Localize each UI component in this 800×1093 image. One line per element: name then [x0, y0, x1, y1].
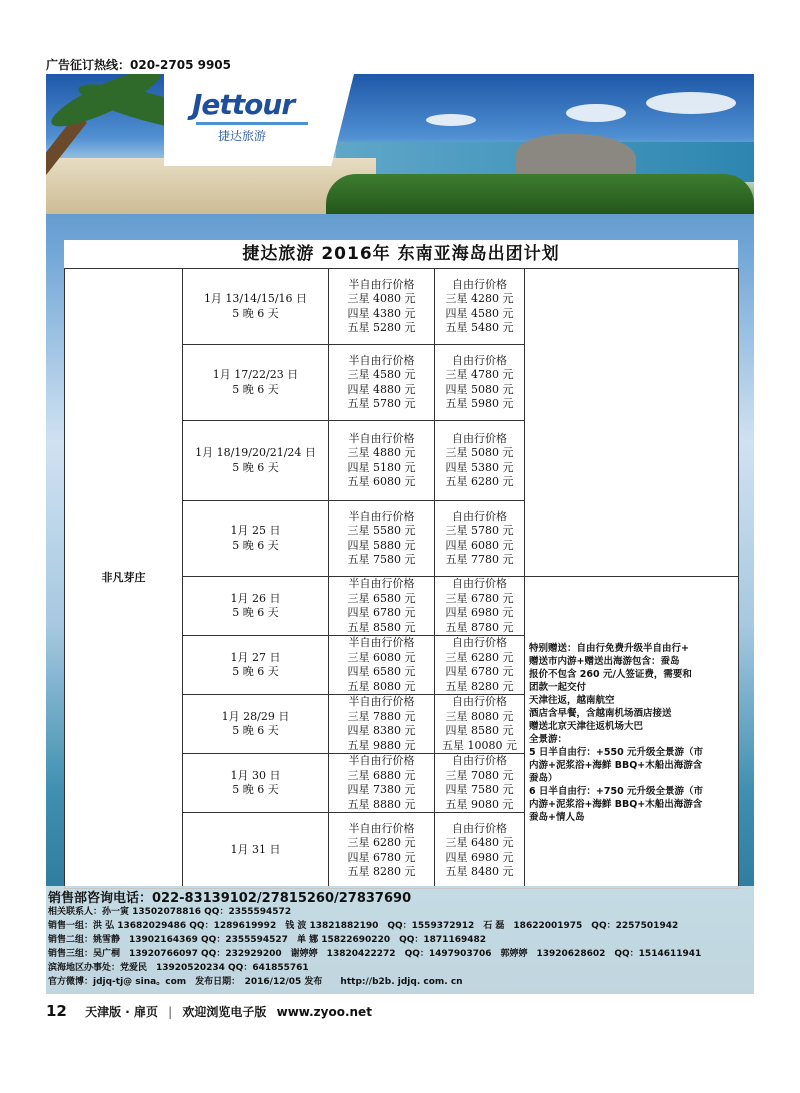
- duration-text: 5 晚 6 天: [232, 724, 279, 737]
- price-line: 三星 7080 元: [445, 768, 514, 782]
- sales-group-2: 销售二组：姚雪静 13902164369 QQ：2355594527 单 娜 15822690220 QQ：1871169482: [48, 935, 487, 945]
- free-price-cell: [435, 636, 525, 695]
- price-header: 自由行价格: [452, 277, 507, 291]
- note-line: 蚕岛）: [529, 772, 558, 784]
- duration-text: 5 晚 6 天: [232, 382, 279, 396]
- jettour-logo: Jettour: [192, 88, 295, 121]
- price-line: 三星 6080 元: [347, 650, 416, 664]
- date-text: 1月 30 日: [230, 768, 281, 782]
- price-line: 三星 5780 元: [445, 524, 514, 537]
- note-line: 内游+泥浆浴+海鲜 BBQ+木船出海游含: [529, 759, 703, 771]
- price-line: 五星 8780 元: [445, 620, 514, 634]
- price-line: 三星 6280 元: [347, 836, 416, 849]
- table-row: [65, 269, 739, 345]
- semi-free-price-cell: [329, 754, 435, 813]
- price-table: [64, 268, 739, 889]
- price-line: 四星 5880 元: [347, 538, 416, 552]
- duration-text: 5 晚 6 天: [232, 783, 279, 796]
- free-price-cell: [435, 421, 525, 501]
- price-header: 自由行价格: [452, 821, 507, 835]
- price-line: 五星 5480 元: [445, 321, 514, 334]
- semi-free-price-cell: [329, 345, 435, 421]
- price-line: 五星 5280 元: [347, 321, 416, 334]
- price-line: 四星 5180 元: [347, 460, 416, 474]
- duration-text: 5 晚 6 天: [232, 306, 279, 320]
- notes-empty-cell: [525, 269, 739, 577]
- price-line: 五星 8580 元: [347, 620, 416, 634]
- free-price-cell: [435, 695, 525, 754]
- price-line: 三星 6780 元: [445, 591, 514, 605]
- price-line: 三星 7880 元: [347, 709, 416, 723]
- price-line: 三星 6580 元: [347, 591, 416, 605]
- price-line: 四星 6980 元: [445, 606, 514, 619]
- duration-text: 5 晚 6 天: [232, 460, 279, 474]
- date-text: 1月 13/14/15/16 日: [203, 292, 308, 305]
- semi-free-price-cell: [329, 501, 435, 577]
- departure-date: [183, 577, 329, 636]
- price-header: 半自由行价格: [348, 636, 415, 649]
- price-line: 四星 6780 元: [445, 665, 514, 678]
- price-line: 五星 6080 元: [347, 475, 416, 488]
- note-line: 赠送北京天津往返机场大巴: [529, 720, 644, 732]
- note-line: 赠送市内游+赠送出海游包含：蚕岛: [529, 655, 680, 667]
- date-text: 1月 18/19/20/21/24 日: [195, 446, 316, 459]
- price-line: 五星 8280 元: [445, 679, 514, 693]
- price-line: 四星 6080 元: [445, 538, 514, 552]
- tour-plan-panel: [64, 240, 738, 886]
- footer-url[interactable]: www.zyoo.net: [276, 1005, 372, 1019]
- price-header: 半自由行价格: [348, 754, 415, 767]
- price-header: 自由行价格: [452, 509, 507, 523]
- price-line: 三星 6280 元: [445, 650, 514, 664]
- price-header: 自由行价格: [452, 695, 507, 708]
- price-line: 四星 5380 元: [445, 460, 514, 474]
- sales-contacts: [46, 886, 754, 994]
- sales-hotline: 销售部咨询电话：022-83139102/27815260/27837690: [48, 891, 412, 906]
- departure-date: [183, 345, 329, 421]
- edition-label: 天津版 · 扉页: [85, 1005, 158, 1019]
- price-line: 五星 9080 元: [445, 797, 514, 811]
- note-line: 报价不包含 260 元/人签证费，需要和: [529, 668, 692, 680]
- price-line: 四星 7580 元: [445, 783, 514, 796]
- sales-group-1: 销售一组：洪 弘 13682029486 QQ：1289619992 钱 波 13821882190 QQ：1559372912 石 磊 18622001975 QQ：2257501942: [48, 921, 679, 931]
- ad-hotline: 广告征订热线：020-2705 9905: [46, 58, 232, 72]
- price-line: 四星 6580 元: [347, 665, 416, 678]
- price-line: 三星 4780 元: [445, 368, 514, 381]
- departure-date: [183, 813, 329, 889]
- price-line: 五星 9880 元: [347, 738, 416, 752]
- date-text: 1月 27 日: [230, 650, 281, 664]
- departure-date: [183, 421, 329, 501]
- price-line: 四星 8580 元: [445, 724, 514, 737]
- price-header: 自由行价格: [452, 577, 507, 590]
- date-text: 1月 25 日: [230, 524, 281, 537]
- note-line: 天津往返，越南航空: [529, 694, 615, 706]
- hotel-name: 非凡芽庄: [65, 269, 183, 889]
- price-line: 五星 8480 元: [445, 865, 514, 878]
- departure-date: [183, 695, 329, 754]
- price-line: 三星 6880 元: [347, 768, 416, 782]
- price-line: 五星 8880 元: [347, 797, 416, 811]
- price-line: 五星 6280 元: [445, 475, 514, 488]
- price-line: 三星 4580 元: [347, 368, 416, 381]
- price-line: 四星 6780 元: [347, 850, 416, 864]
- page-number: 12: [46, 1002, 67, 1020]
- departure-date: [183, 636, 329, 695]
- price-line: 五星 7580 元: [347, 553, 416, 566]
- note-line: 特别赠送：自由行免费升级半自由行+: [529, 642, 689, 654]
- price-line: 四星 7380 元: [347, 783, 416, 796]
- price-header: 自由行价格: [452, 353, 507, 367]
- free-price-cell: [435, 813, 525, 889]
- price-line: 四星 5080 元: [445, 382, 514, 396]
- price-header: 半自由行价格: [348, 431, 415, 445]
- sales-group-3: 销售三组：吴广桐 13920766097 QQ：232929200 谢婷婷 13820422272 QQ：1497903706 郭婷婷 13920628602 QQ：1514611941: [48, 949, 702, 959]
- price-line: 五星 10080 元: [442, 738, 517, 752]
- free-price-cell: [435, 577, 525, 636]
- note-line: 6 日半自由行：+750 元升级全景游（市: [529, 785, 704, 797]
- price-line: 三星 5580 元: [347, 524, 416, 537]
- price-line: 四星 6780 元: [347, 606, 416, 619]
- price-line: 三星 4280 元: [445, 292, 514, 305]
- footer-tagline: 欢迎浏览电子版: [182, 1005, 267, 1019]
- special-offer-notes: [525, 577, 739, 889]
- price-line: 四星 4880 元: [347, 382, 416, 396]
- price-line: 三星 8080 元: [445, 709, 514, 723]
- departure-date: [183, 501, 329, 577]
- price-header: 自由行价格: [452, 431, 507, 445]
- official-weibo: 官方微博：jdjq-tj@ sina。com 发布日期： 2016/12/05 发布 http://b2b. jdjq. com. cn: [48, 977, 463, 987]
- price-header: 自由行价格: [452, 754, 507, 767]
- free-price-cell: [435, 345, 525, 421]
- price-line: 五星 8280 元: [347, 865, 416, 878]
- price-line: 三星 5080 元: [445, 446, 514, 459]
- page-title: 捷达旅游 2016年 东南亚海岛出团计划: [242, 244, 560, 264]
- semi-free-price-cell: [329, 813, 435, 889]
- free-price-cell: [435, 501, 525, 577]
- free-price-cell: [435, 754, 525, 813]
- binhai-office: 滨海地区办事处：党爱民 13920520234 QQ：641855761: [48, 963, 309, 973]
- date-text: 1月 26 日: [230, 591, 281, 605]
- beach-banner-image: [46, 74, 754, 214]
- price-header: 半自由行价格: [348, 509, 415, 523]
- price-header: 半自由行价格: [348, 277, 415, 291]
- logo-subtitle: 捷达旅游: [218, 129, 267, 143]
- page-footer: 12 天津版 · 扉页 | 欢迎浏览电子版 www.zyoo.net: [46, 1002, 372, 1020]
- price-header: 半自由行价格: [348, 695, 415, 708]
- price-header: 半自由行价格: [348, 821, 415, 835]
- price-line: 三星 4080 元: [347, 292, 416, 305]
- price-line: 四星 4380 元: [347, 306, 416, 320]
- price-line: 四星 4580 元: [445, 306, 514, 320]
- departure-date: [183, 754, 329, 813]
- price-line: 五星 7780 元: [445, 553, 514, 566]
- price-line: 三星 6480 元: [445, 836, 514, 849]
- duration-text: 5 晚 6 天: [232, 606, 279, 619]
- price-line: 五星 5780 元: [347, 397, 416, 410]
- departure-date: [183, 269, 329, 345]
- semi-free-price-cell: [329, 695, 435, 754]
- note-line: 团款一起交付: [529, 681, 587, 693]
- semi-free-price-cell: [329, 636, 435, 695]
- note-line: 酒店含早餐，含越南机场酒店接送: [529, 707, 672, 719]
- duration-text: 5 晚 6 天: [232, 538, 279, 552]
- price-line: 三星 4880 元: [347, 446, 416, 459]
- duration-text: 5 晚 6 天: [232, 665, 279, 678]
- semi-free-price-cell: [329, 269, 435, 345]
- date-text: 1月 31 日: [230, 843, 281, 857]
- free-price-cell: [435, 269, 525, 345]
- price-header: 自由行价格: [452, 636, 507, 649]
- price-header: 半自由行价格: [348, 577, 415, 590]
- date-text: 1月 17/22/23 日: [212, 368, 299, 381]
- price-line: 五星 8080 元: [347, 679, 416, 693]
- price-line: 四星 6980 元: [445, 850, 514, 864]
- price-line: 五星 5980 元: [445, 397, 514, 410]
- price-line: 四星 8380 元: [347, 724, 416, 737]
- semi-free-price-cell: [329, 421, 435, 501]
- semi-free-price-cell: [329, 577, 435, 636]
- note-line: 全景游：: [529, 733, 568, 745]
- note-line: 内游+泥浆浴+海鲜 BBQ+木船出海游含: [529, 798, 703, 810]
- price-header: 半自由行价格: [348, 353, 415, 367]
- note-line: 5 日半自由行：+550 元升级全景游（市: [529, 746, 704, 758]
- date-text: 1月 28/29 日: [221, 709, 290, 723]
- advertisement: [46, 74, 754, 994]
- sales-contact: 相关联系人：孙一寅 13502078816 QQ：2355594572: [48, 907, 292, 917]
- note-line: 蚕岛+情人岛: [529, 811, 585, 823]
